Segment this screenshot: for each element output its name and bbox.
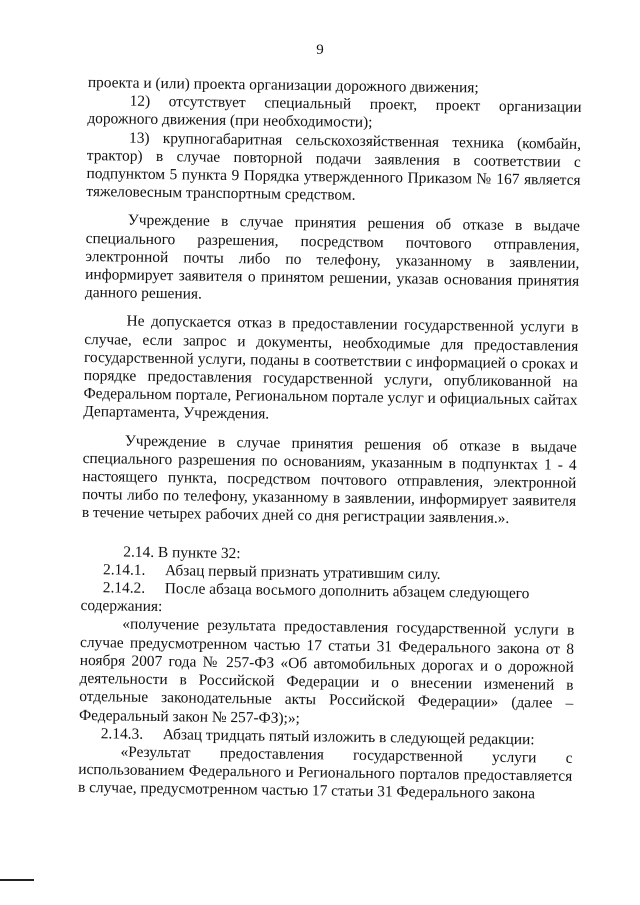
scan-edge-mark [0, 879, 34, 881]
paragraph-refusal-notice: Учреждение в случае принятия решения об отказе в выдаче специального разрешения, посредством почтового отправления, электронной почты либо по телефону, указанному в заявлении, информирует заявителя о принятом решении, указав основания принятия данного решения. [84, 211, 581, 303]
clause-number: 2.14.2. [102, 579, 146, 597]
clause-number: 2.14.3. [100, 724, 144, 743]
paragraph-refusal-prohibition: Не допускается отказ в предоставлении государственной услуги в случае, если запрос и документы, необходимые для предоставления государственной услуги, поданы в соответствии с информацией о сроках и порядке предоставления государственной услуги, опубликованной на Федеральном портале, Региональном портале услуг и официальных сайтах Департамента, Учреждения. [83, 313, 579, 424]
clause-continuation: содержания: [80, 597, 163, 616]
page-number: 9 [316, 42, 324, 58]
clause-text: После абзаца восьмого дополнить абзацем следующего [164, 580, 530, 603]
quoted-replacement: «Результат предоставления государственной услуги с использованием Федерального и Регионального порталов предоставляется в случае, предусмотренном частью 17 статьи 31 Федерального закона [77, 743, 573, 803]
list-item-12: 12) отсутствует специальный проект, проект организации дорожного движения (при необходимости); [87, 92, 582, 132]
document-body [78, 74, 582, 804]
clause-2-14: 2.14. В пункте 32: [123, 543, 241, 562]
clause-text: Абзац тридцать пятый изложить в следующей редакции: [162, 725, 535, 749]
clause-text: Абзац первый признать утратившим силу. [164, 562, 441, 583]
quoted-addition: «получение результата предоставления государственной услуги в случае предусмотренном частью 17 статьи 31 Федерального закона от 8 ноября 2007 года № 257-ФЗ «Об автомобильных дорогах и о дорожной деятельности в Российской Федерации и о внесении изменений в отдельные законодательные акты Российской Федерации» (далее – Федеральный закон № 257-ФЗ);»; [78, 616, 575, 727]
clause-number: 2.14.1. [102, 561, 146, 579]
paragraph-continuation: проекта и (или) проекта организации дорожного движения; [87, 74, 479, 97]
list-item-13: 13) крупногабаритная сельскохозяйственная техника (комбайн, трактор) в случае повторной подачи заявления в соответствии с подпунктом 5 пункта 9 Порядка утвержденного Приказом № 167 является тяжеловесным транспортным средством. [86, 129, 582, 204]
paragraph-refusal-grounds: Учреждение в случае принятия решения об отказе в выдаче специального разрешения по основаниям, указанным в подпунктах 1 - 4 настоящего пункта, посредством почтового отправления, электронной почты либо по телефону, указанному в заявлении, информирует заявителя в течение четырех рабочих дней со дня регистрации заявления.». [81, 432, 577, 528]
